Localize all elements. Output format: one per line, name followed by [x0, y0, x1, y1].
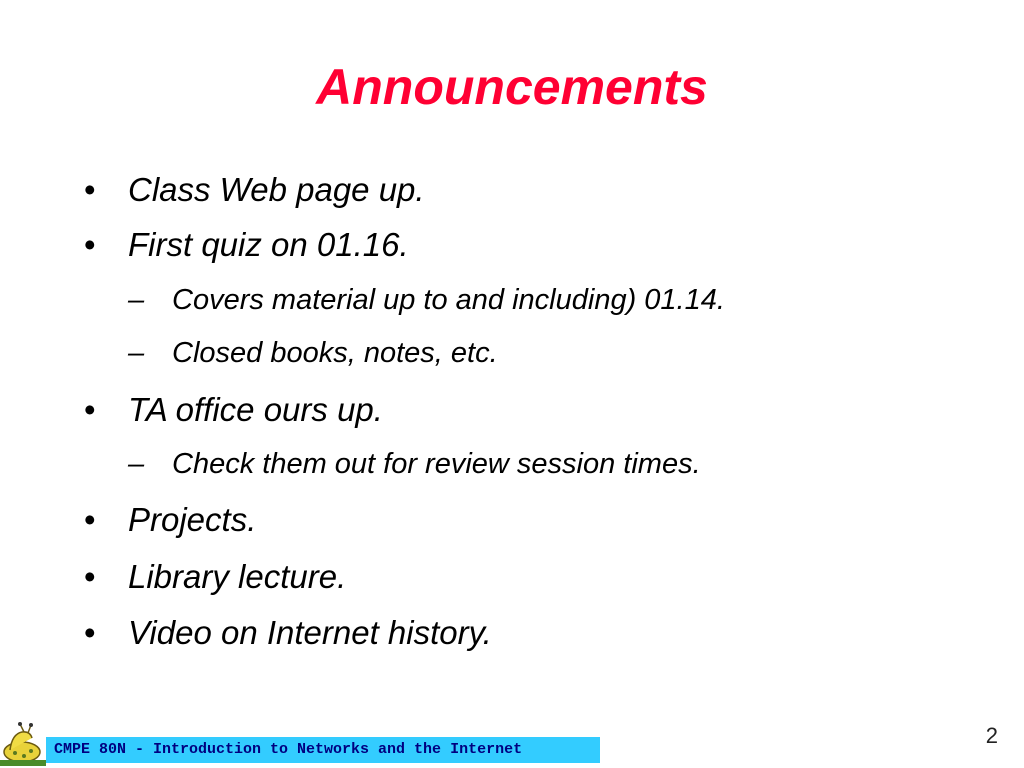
sub-bullet-item [128, 282, 725, 318]
slug-mascot-icon [0, 722, 46, 766]
sub-bullet-marker: – [128, 448, 145, 480]
sub-bullet-marker: – [128, 284, 145, 316]
bullet-marker: • [84, 614, 96, 651]
footer-bar [0, 722, 600, 766]
sub-bullet-text: Closed books, notes, etc. [172, 337, 498, 369]
bullet-text: Library lecture. [128, 558, 347, 595]
sub-bullet-item [128, 335, 498, 371]
bullet-item [84, 500, 256, 540]
bullet-text: TA office ours up. [128, 391, 383, 428]
bullet-marker: • [84, 558, 96, 595]
bullet-marker: • [84, 171, 96, 208]
bullet-item [84, 225, 409, 265]
bullet-item [84, 557, 346, 597]
bullet-marker: • [84, 501, 96, 538]
sub-bullet-text: Check them out for review session times. [172, 448, 701, 480]
slide-title: Announcements [316, 59, 708, 115]
course-label: CMPE 80N - Introduction to Networks and the Internet [46, 737, 600, 763]
page-number: 2 [985, 723, 998, 748]
bullet-marker: • [84, 391, 96, 428]
bullet-marker: • [84, 226, 96, 263]
sub-bullet-item [128, 446, 701, 482]
bullet-text: Class Web page up. [128, 171, 425, 208]
bullet-item [84, 390, 383, 430]
bullet-text: Projects. [128, 501, 257, 538]
bullet-item [84, 613, 492, 653]
bullet-text: Video on Internet history. [128, 614, 492, 651]
sub-bullet-marker: – [128, 337, 145, 369]
bullet-item [84, 170, 425, 210]
sub-bullet-text: Covers material up to and including) 01.14. [172, 284, 725, 316]
bullet-text: First quiz on 01.16. [128, 226, 409, 263]
